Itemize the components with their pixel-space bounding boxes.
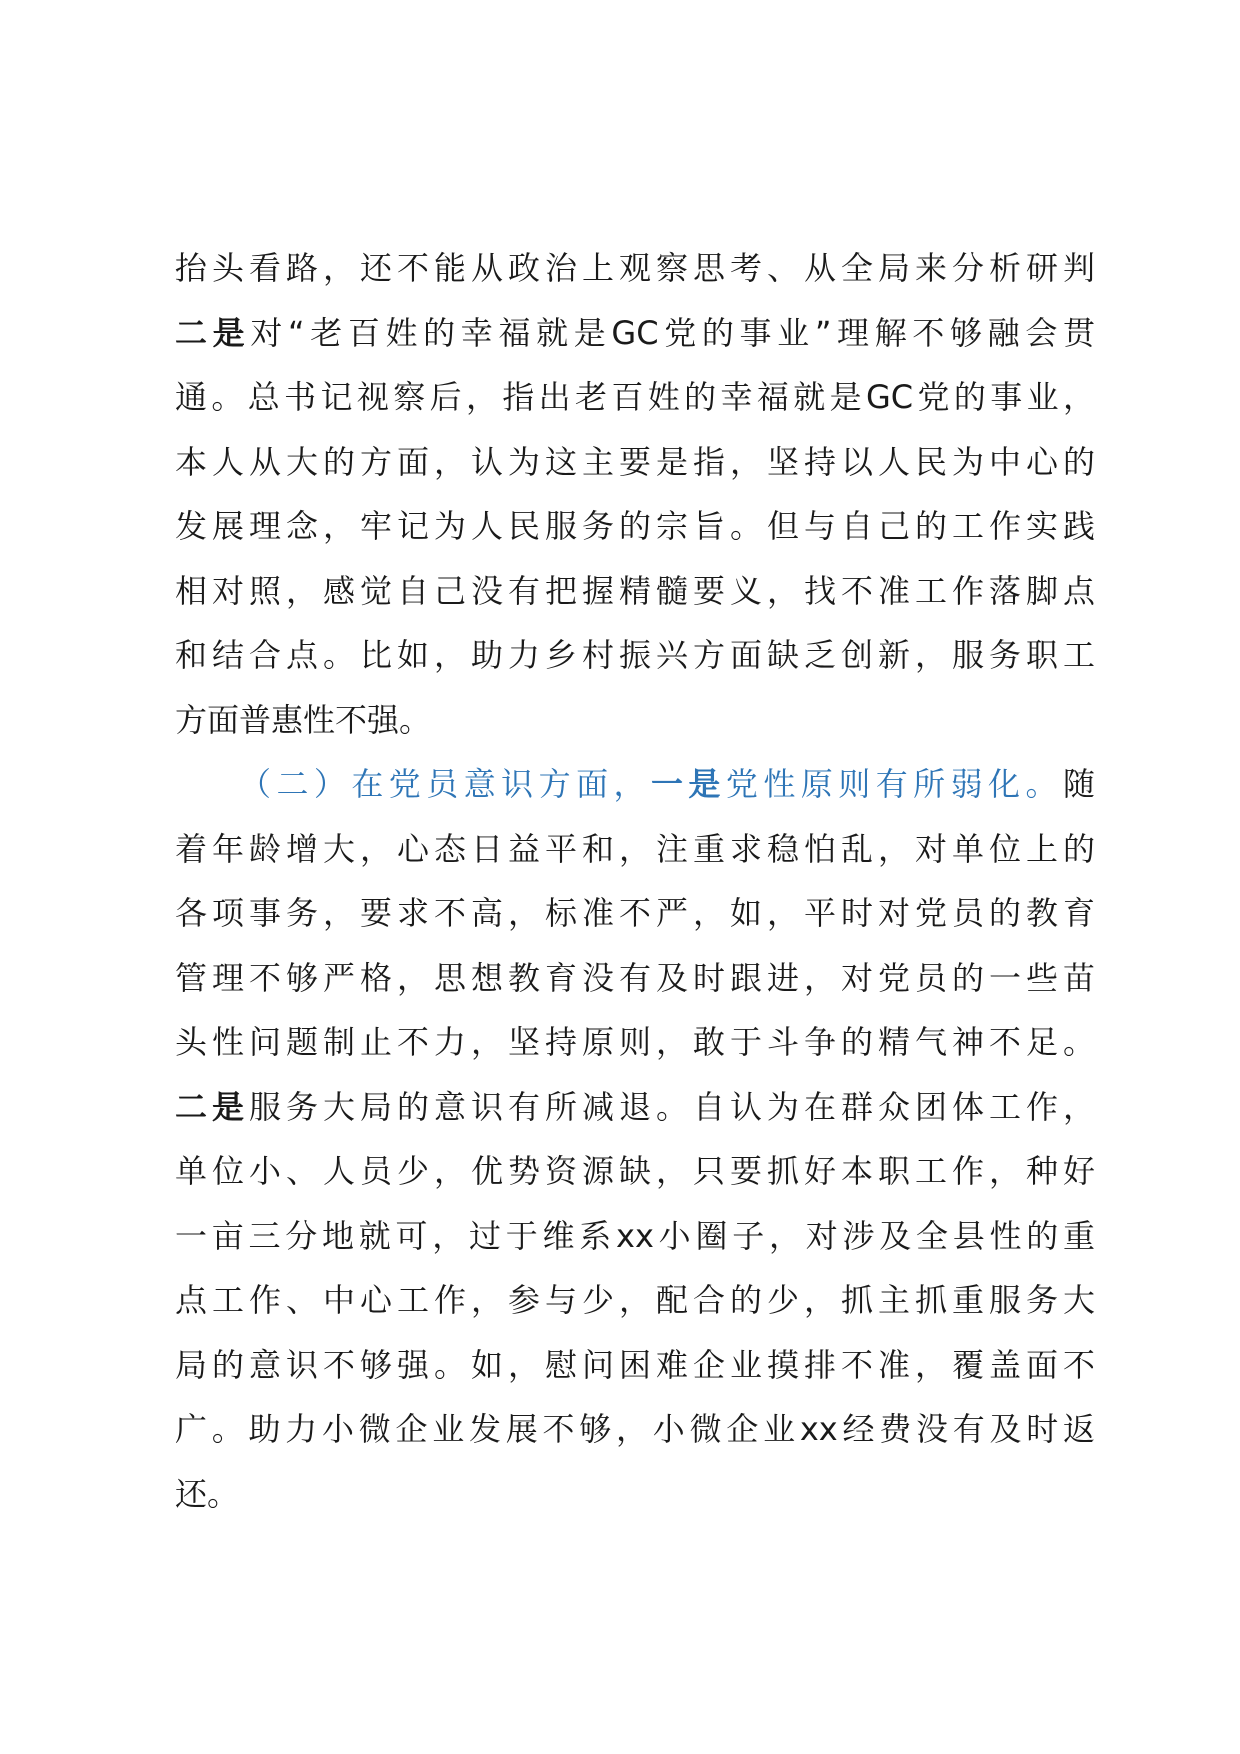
document-body xyxy=(175,236,1095,1526)
text-run: 一亩三分地就可，过于维系xx小圈子，对涉及全县性的重 xyxy=(175,1216,1095,1255)
section-heading: （二）在党员意识方面， xyxy=(239,765,651,803)
text-run: 发展理念，牢记为人民服务的宗旨。但与自己的工作实践 xyxy=(175,507,1095,545)
text-run: 对“老百姓的幸福就是GC党的事业”理解不够融会贯 xyxy=(250,313,1095,352)
text-run: 各项事务，要求不高，标准不严，如，平时对党员的教育 xyxy=(175,894,1095,932)
text-line xyxy=(175,688,1095,753)
section-heading-tail: 党性原则有所弱化。 xyxy=(725,765,1063,803)
text-line xyxy=(175,1075,1095,1140)
text-line xyxy=(175,1462,1095,1527)
text-line xyxy=(175,494,1095,559)
text-run: 抬头看路，还不能从政治上观察思考、从全局来分析研判 xyxy=(175,249,1095,287)
text-run: 局的意识不够强。如，慰问困难企业摸排不准，覆盖面不 xyxy=(175,1345,1095,1384)
text-line xyxy=(175,1010,1095,1075)
text-run: 通。总书记视察后，指出老百姓的幸福就是GC党的事业， xyxy=(175,378,1095,416)
text-line xyxy=(175,1333,1095,1398)
text-line xyxy=(175,881,1095,946)
text-line xyxy=(175,623,1095,688)
text-run: 广。助力小微企业发展不够，小微企业xx经费没有及时返 xyxy=(175,1410,1095,1448)
text-run: 相对照，感觉自己没有把握精髓要义，找不准工作落脚点 xyxy=(175,571,1095,610)
text-line xyxy=(175,236,1095,301)
text-run: 单位小、人员少，优势资源缺，只要抓好本职工作，种好 xyxy=(175,1152,1095,1190)
text-line xyxy=(175,1268,1095,1333)
text-run: 着年龄增大，心态日益平和，注重求稳怕乱，对单位上的 xyxy=(175,829,1095,868)
text-run: 方面普惠性不强。 xyxy=(175,700,432,739)
text-run: 点工作、中心工作，参与少，配合的少，抓主抓重服务大 xyxy=(175,1281,1095,1319)
bold-lead: 二是 xyxy=(175,313,251,352)
text-run: 头性问题制止不力，坚持原则，敢于斗争的精气神不足。 xyxy=(175,1023,1095,1061)
text-line xyxy=(175,1139,1095,1204)
text-line xyxy=(175,946,1095,1011)
text-line xyxy=(175,559,1095,624)
text-run: 和结合点。比如，助力乡村振兴方面缺乏创新，服务职工 xyxy=(175,636,1095,674)
section-heading-line xyxy=(175,752,1095,817)
text-run: 还。 xyxy=(175,1474,240,1513)
text-line xyxy=(175,817,1095,882)
bold-lead: 一是 xyxy=(650,765,726,803)
text-run: 随 xyxy=(1062,765,1095,803)
text-line xyxy=(175,301,1095,366)
text-line xyxy=(175,1397,1095,1462)
text-line xyxy=(175,430,1095,495)
text-run: 管理不够严格，思想教育没有及时跟进，对党员的一些苗 xyxy=(175,958,1095,997)
text-line xyxy=(175,365,1095,430)
text-run: 本人从大的方面，认为这主要是指，坚持以人民为中心的 xyxy=(175,442,1095,481)
text-line xyxy=(175,1204,1095,1269)
text-run: 服务大局的意识有所减退。自认为在群众团体工作， xyxy=(249,1087,1095,1126)
bold-lead: 二是 xyxy=(175,1087,249,1126)
